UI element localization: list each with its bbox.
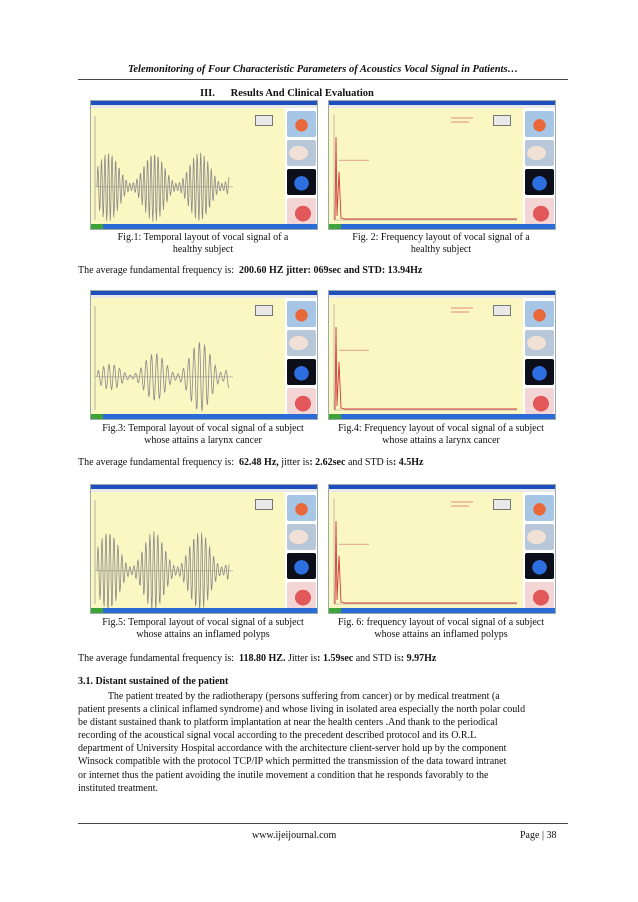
throat-image bbox=[287, 301, 316, 327]
figure-3-caption-line1: Fig.3: Temporal layout of vocal signal of a subject bbox=[102, 423, 304, 434]
result-3-std-label: and STD is bbox=[353, 653, 401, 664]
figure-4-caption bbox=[318, 423, 564, 446]
body-line: be distant sustained thank to platform implantation at near the health centers .And thank to the periodical bbox=[78, 717, 498, 729]
start-button bbox=[91, 224, 103, 229]
subsection-title: 3.1. Distant sustained of the patient bbox=[78, 676, 229, 687]
anatomy-panel bbox=[285, 492, 317, 608]
waveform bbox=[97, 532, 229, 609]
result-3-jitter: : 1.59sec bbox=[317, 653, 354, 664]
body-line: recording of the acoustical signal vocal according to the precedent described protocol and its O.R.L bbox=[78, 730, 477, 742]
signal-plot bbox=[329, 492, 521, 608]
result-1-prefix: The average fundamental frequency is: bbox=[78, 265, 240, 276]
taskbar bbox=[91, 608, 317, 613]
body-line: department of University Hospital accordance with the architecture client-server hold up by the component bbox=[78, 743, 507, 755]
waveform bbox=[97, 153, 229, 222]
result-2-jitter: : 2.62sec bbox=[309, 457, 346, 468]
lungs-image bbox=[525, 388, 554, 414]
figure-6-screenshot bbox=[328, 484, 556, 614]
anatomy-panel bbox=[285, 108, 317, 224]
body-line: or internet thus the patient avoiding the inutile movement a condition that he responds favorably to the bbox=[78, 769, 489, 781]
figure-6-caption bbox=[318, 617, 564, 640]
signal-plot bbox=[329, 298, 521, 414]
anatomy-panel bbox=[523, 108, 555, 224]
figure-3-caption bbox=[80, 423, 326, 446]
figure-3-screenshot bbox=[90, 290, 318, 420]
taskbar bbox=[329, 224, 555, 229]
anatomy-panel bbox=[523, 298, 555, 414]
result-line-3 bbox=[78, 653, 436, 664]
neck-image bbox=[287, 169, 316, 195]
spectrum-peaks bbox=[335, 327, 517, 410]
figure-4-caption-line1: Fig.4: Frequency layout of vocal signal of a subject bbox=[338, 423, 544, 434]
result-1-values: 200.60 HZ jitter: 069sec and STD: 13.94Hz bbox=[239, 265, 423, 276]
result-line-2 bbox=[78, 457, 423, 468]
signal-plot bbox=[329, 108, 521, 224]
taskbar bbox=[329, 414, 555, 419]
neck-image bbox=[525, 169, 554, 195]
section-number: III. bbox=[200, 88, 215, 99]
anatomy-panel bbox=[523, 492, 555, 608]
section-title bbox=[200, 88, 374, 99]
start-button bbox=[91, 414, 103, 419]
result-2-std: : 4.5Hz bbox=[392, 457, 424, 468]
head-section-image bbox=[525, 140, 554, 166]
start-button bbox=[91, 608, 103, 613]
waveform bbox=[97, 343, 229, 411]
throat-image bbox=[287, 495, 316, 521]
figure-4-screenshot bbox=[328, 290, 556, 420]
signal-plot bbox=[91, 492, 283, 608]
body-paragraph bbox=[78, 690, 562, 795]
head-section-image bbox=[287, 330, 316, 356]
figure-6-caption-line2: whose attains an inflamed polyps bbox=[374, 628, 508, 640]
start-button bbox=[329, 224, 341, 229]
figure-2-caption-line2: healthy subject bbox=[410, 243, 472, 255]
taskbar bbox=[329, 608, 555, 613]
taskbar bbox=[91, 414, 317, 419]
signal-plot bbox=[91, 108, 283, 224]
figure-3-caption-line2: whose attains a larynx cancer bbox=[144, 434, 262, 446]
body-line: instituted treatment. bbox=[78, 782, 158, 794]
start-button bbox=[329, 414, 341, 419]
lungs-image bbox=[287, 388, 316, 414]
head-section-image bbox=[525, 330, 554, 356]
lungs-image bbox=[287, 582, 316, 608]
body-line: patient presents a clinical inflamed syndrome) and whose living in isolated area especially the north polar could bbox=[78, 704, 526, 716]
result-2-prefix: The average fundamental frequency is: bbox=[78, 457, 240, 468]
start-button bbox=[329, 608, 341, 613]
figure-4-caption-line2: whose attains a larynx cancer bbox=[382, 434, 500, 446]
spectrum-peaks bbox=[335, 521, 517, 604]
body-line: The patient treated by the radiotherapy (persons suffering from cancer) or by medical treatment (a bbox=[78, 691, 500, 702]
lungs-image bbox=[287, 198, 316, 224]
figure-5-screenshot bbox=[90, 484, 318, 614]
neck-image bbox=[287, 553, 316, 579]
spectrum-peaks bbox=[335, 137, 517, 220]
figure-1-screenshot bbox=[90, 100, 318, 230]
figure-1-caption-line1: Fig.1: Temporal layout of vocal signal of a bbox=[117, 232, 289, 243]
throat-image bbox=[525, 111, 554, 137]
header-rule bbox=[78, 79, 568, 80]
footer-rule bbox=[78, 823, 568, 824]
figure-2-caption-line1: Fig. 2: Frequency layout of vocal signal of a bbox=[352, 232, 530, 243]
figure-5-caption bbox=[80, 617, 326, 640]
result-3-jitter-label: Jitter is bbox=[285, 653, 318, 664]
figure-2-screenshot bbox=[328, 100, 556, 230]
figure-1-caption bbox=[80, 232, 326, 255]
result-line-1 bbox=[78, 265, 422, 276]
result-3-fundamental: 118.80 HZ. bbox=[239, 653, 286, 664]
head-section-image bbox=[287, 524, 316, 550]
throat-image bbox=[287, 111, 316, 137]
footer-url[interactable]: www.ijeijournal.com bbox=[252, 830, 337, 841]
figure-1-caption-line2: healthy subject bbox=[172, 243, 234, 255]
taskbar bbox=[91, 224, 317, 229]
throat-image bbox=[525, 495, 554, 521]
anatomy-panel bbox=[285, 298, 317, 414]
head-section-image bbox=[525, 524, 554, 550]
body-line: Winsock compatible with the protocol TCP/IP which permitted the transmission of the data toward intranet bbox=[78, 756, 507, 768]
neck-image bbox=[287, 359, 316, 385]
figure-6-caption-line1: Fig. 6: frequency layout of vocal signal of a subject bbox=[337, 617, 545, 628]
section-heading: Results And Clinical Evaluation bbox=[230, 88, 374, 99]
neck-image bbox=[525, 359, 554, 385]
result-2-std-label: and STD is bbox=[345, 457, 393, 468]
footer-page-number: Page | 38 bbox=[520, 830, 557, 841]
lungs-image bbox=[525, 198, 554, 224]
result-2-jitter-label: jitter is bbox=[278, 457, 310, 468]
head-section-image bbox=[287, 140, 316, 166]
figure-2-caption bbox=[318, 232, 564, 255]
running-header: Telemonitoring of Four Characteristic Parameters of Acoustics Vocal Signal in Patients… bbox=[127, 64, 519, 75]
figure-5-caption-line2: whose attains an inflamed polyps bbox=[136, 628, 270, 640]
result-3-prefix: The average fundamental frequency is: bbox=[78, 653, 240, 664]
result-3-std: : 9.97Hz bbox=[400, 653, 437, 664]
lungs-image bbox=[525, 582, 554, 608]
figure-5-caption-line1: Fig.5: Temporal layout of vocal signal of a subject bbox=[102, 617, 304, 628]
neck-image bbox=[525, 553, 554, 579]
signal-plot bbox=[91, 298, 283, 414]
throat-image bbox=[525, 301, 554, 327]
result-2-fundamental: 62.48 Hz, bbox=[239, 457, 279, 468]
